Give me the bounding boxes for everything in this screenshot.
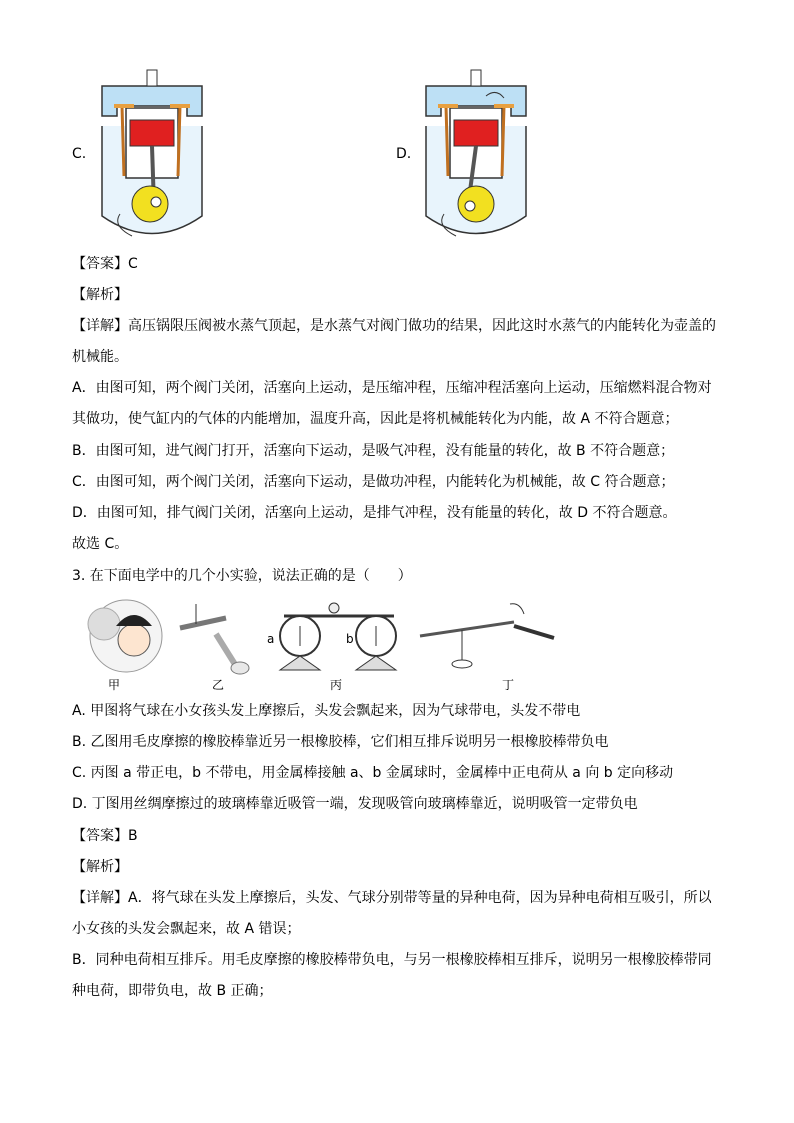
- q2-detail-line1: 【详解】高压锅限压阀被水蒸气顶起，是水蒸气对阀门做功的结果，因此这时水蒸气的内能转化为壶盖的: [72, 318, 716, 334]
- option-c-label: C.: [72, 146, 87, 162]
- q2-conclusion: 故选 C。: [72, 536, 129, 552]
- q3-option-b: B. 乙图用毛皮摩擦的橡胶棒靠近另一根橡胶棒，它们相互排斥说明另一根橡胶棒带负电: [72, 734, 609, 750]
- q3-stem: 3. 在下面电学中的几个小实验，说法正确的是（ ）: [72, 568, 412, 584]
- q2-detail-line2: 机械能。: [72, 349, 128, 365]
- caption-ding: 丁: [502, 678, 515, 692]
- figure-yi: [176, 598, 256, 678]
- option-d-label: D.: [396, 146, 412, 162]
- q3-detail-b-line1: B．同种电荷相互排斥。用毛皮摩擦的橡胶棒带负电，与另一根橡胶棒相互排斥，说明另一根橡胶棒带同: [72, 952, 712, 968]
- sphere-label-a: a: [267, 632, 275, 646]
- q3-detail-a-line2: 小女孩的头发会飘起来，故 A 错误；: [72, 921, 301, 937]
- q3-detail-a-line1: 【详解】A．将气球在头发上摩擦后，头发、气球分别带等量的异种电荷，因为异种电荷相互吸引，所以: [72, 890, 712, 906]
- q2-analysis-heading: 【解析】: [72, 287, 128, 303]
- caption-bing: 丙: [330, 678, 343, 692]
- q2-c-line: C．由图可知，两个阀门关闭，活塞向下运动，是做功冲程，内能转化为机械能，故 C 符合题意；: [72, 474, 675, 490]
- figure-jia: [76, 596, 166, 676]
- q2-answer: 【答案】C: [72, 256, 138, 272]
- q2-b-line: B．由图可知，进气阀门打开，活塞向下运动，是吸气冲程，没有能量的转化，故 B 不符合题意；: [72, 443, 675, 459]
- engine-diagram-d: [416, 66, 536, 246]
- figure-bing: [264, 596, 414, 676]
- sphere-label-b: b: [346, 632, 354, 646]
- q2-a-line1: A．由图可知，两个阀门关闭，活塞向上运动，是压缩冲程，压缩冲程活塞向上运动，压缩燃料混合物对: [72, 380, 712, 396]
- caption-yi: 乙: [212, 678, 225, 692]
- caption-jia: 甲: [108, 678, 121, 692]
- q3-detail-b-line2: 种电荷，即带负电，故 B 正确；: [72, 983, 273, 999]
- figure-ding: [418, 596, 568, 676]
- q3-option-d: D. 丁图用丝绸摩擦过的玻璃棒靠近吸管一端，发现吸管向玻璃棒靠近，说明吸管一定带负电: [72, 796, 638, 812]
- q3-option-c: C. 丙图 a 带正电，b 不带电，用金属棒接触 a、b 金属球时，金属棒中正电荷从 a 向 b 定向移动: [72, 765, 674, 781]
- q3-analysis-heading: 【解析】: [72, 859, 128, 875]
- q3-option-a: A. 甲图将气球在小女孩头发上摩擦后，头发会飘起来，因为气球带电，头发不带电: [72, 703, 581, 719]
- q2-d-line: D．由图可知，排气阀门关闭，活塞向上运动，是排气冲程，没有能量的转化，故 D 不符合题意。: [72, 505, 677, 521]
- engine-diagram-c: [92, 66, 212, 246]
- q3-answer: 【答案】B: [72, 828, 138, 844]
- q2-a-line2: 其做功，使气缸内的气体的内能增加，温度升高，因此是将机械能转化为内能，故 A 不符合题意；: [72, 411, 679, 427]
